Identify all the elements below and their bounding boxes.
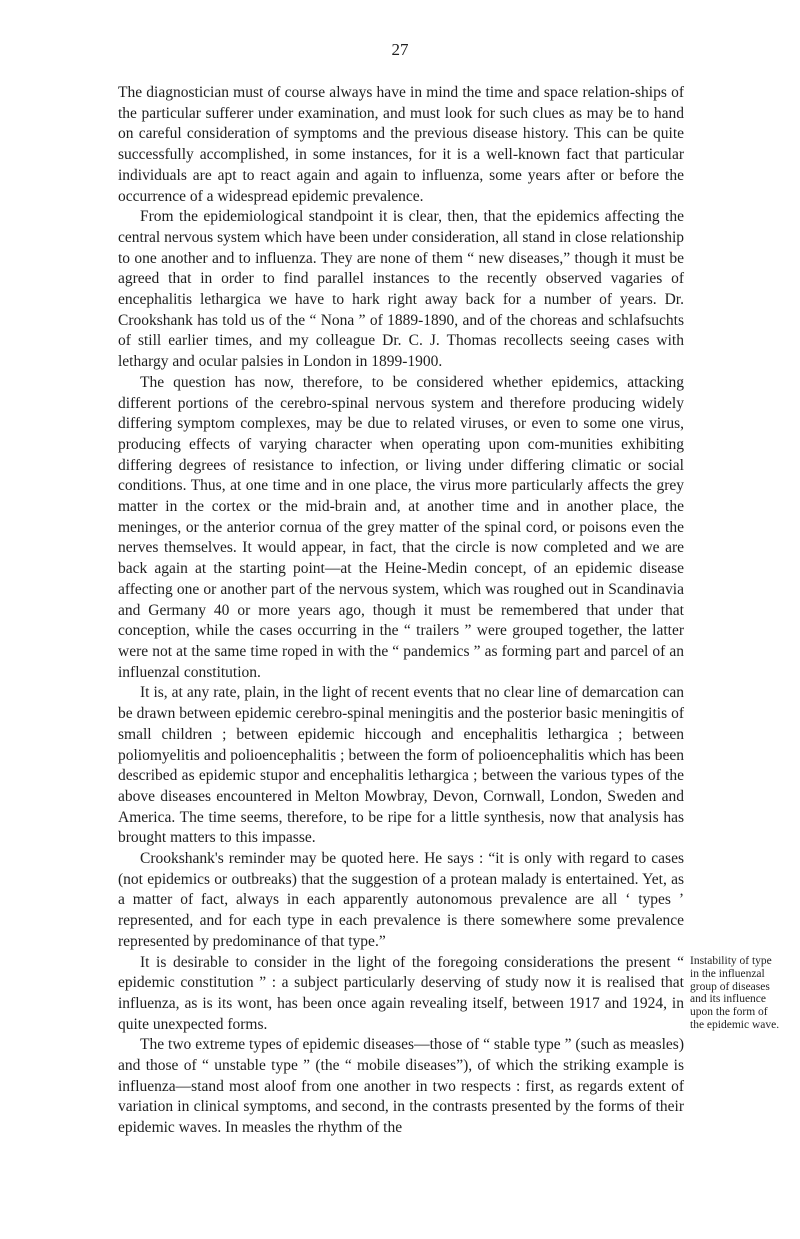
- paragraph: The two extreme types of epidemic diseases—those of “ stable type ” (such as measles) and those of “ unstable type ” (the “ mobile diseases”), of which the striking example is influenza—stand most aloof from one another in two respects : first, as regards extent of variation in clinical symptoms, and second, in the contrasts presented by the forms of their epidemic waves. In measles the rhythm of the: [118, 1036, 684, 1137]
- paragraph: It is, at any rate, plain, in the light of recent events that no clear line of demarcation can be drawn between epidemic cerebro-spinal meningitis and the posterior basic meningitis of small children ; between epidemic hiccough and encephalitis lethargica ; between poliomyelitis and polioencephalitis ; between the form of polioencephalitis which has been described as epidemic stupor and encephalitis lethargica ; between the various types of the above diseases encountered in Melton Mowbray, Devon, Cornwall, London, Sweden and America. The time seems, therefore, to be ripe for a little synthesis, now that analysis has brought matters to this impasse.: [118, 684, 684, 847]
- paragraph: It is desirable to consider in the light of the foregoing considerations the present “ epidemic constitution ” : a subject particularly deserving of study now it is realised that influenza, as is its wont, has been once again revealing itself, between 1917 and 1924, in quite unexpected forms.: [118, 953, 684, 1033]
- paragraph: Crookshank's reminder may be quoted here. He says : “it is only with regard to cases (not epidemics or outbreaks) that the suggestion of a protean malady is entertained. Yet, as a matter of fact, always in each apparently autonomous prevalence are all ‘ types ’ represented, and for each type in each prevalence is there somewhere some prevalence represented by predominance of that type.”: [118, 850, 684, 950]
- paragraph: From the epidemiological standpoint it is clear, then, that the epidemics affecting the central nervous system which have been under consideration, all stand in close relationship to one another and to influenza. They are none of them “ new diseases,” though it must be agreed that in order to find parallel instances to the recently observed vagaries of encephalitis lethargica we have to hark right away back for a number of years. Dr. Crookshank has told us of the “ Nona ” of 1889-1890, and of the choreas and schlafsuchts of still earlier times, and my colleague Dr. C. J. Thomas recollects seeing cases with lethargy and ocular palsies in London in 1899-1900.: [118, 208, 684, 371]
- paragraph: The question has now, therefore, to be considered whether epidemics, attacking different portions of the cerebro-spinal nervous system and therefore producing widely differing symptom complexes, may be due to related viruses, or even to some one virus, producing effects of varying character when operating upon com-munities exhibiting differing degrees of resistance to infection, or living under differing climatic or social conditions. Thus, at one time and in one place, the virus more particularly affects the grey matter in the cortex or the mid-brain and, at another time and in another place, the meninges, or the anterior cornua of the grey matter of the spinal cord, or poisons even the nerves themselves. It would appear, in fact, that the circle is now completed and we are back again at the starting point—at the Heine-Medin concept, of an epidemic disease affecting one or another part of the nervous system, which was roughed out in Scandinavia and Germany 40 or more years ago, though it must be remembered that under that conception, while the cases occurring in the “ trailers ” were grouped together, the latter were not at the same time roped in with the “ pandemics ” as forming part and parcel of an influenzal constitution.: [118, 373, 684, 681]
- margin-note: Instability of type in the influenzal group of diseases and its influence upon the form of the epidemic wave.: [690, 955, 780, 1031]
- page-number: 27: [391, 40, 409, 59]
- paragraph: The diagnostician must of course always have in mind the time and space relation-ships of the particular sufferer under examination, and must look for such clues as may be to hand on careful consideration of symptoms and the previous disease history. This can be quite successfully accomplished, in some instances, for it is a well-known fact that particular individuals are apt to react again and again to influenza, some years after or before the occurrence of a widespread epidemic prevalence.: [118, 84, 684, 205]
- body-text: [118, 83, 684, 1139]
